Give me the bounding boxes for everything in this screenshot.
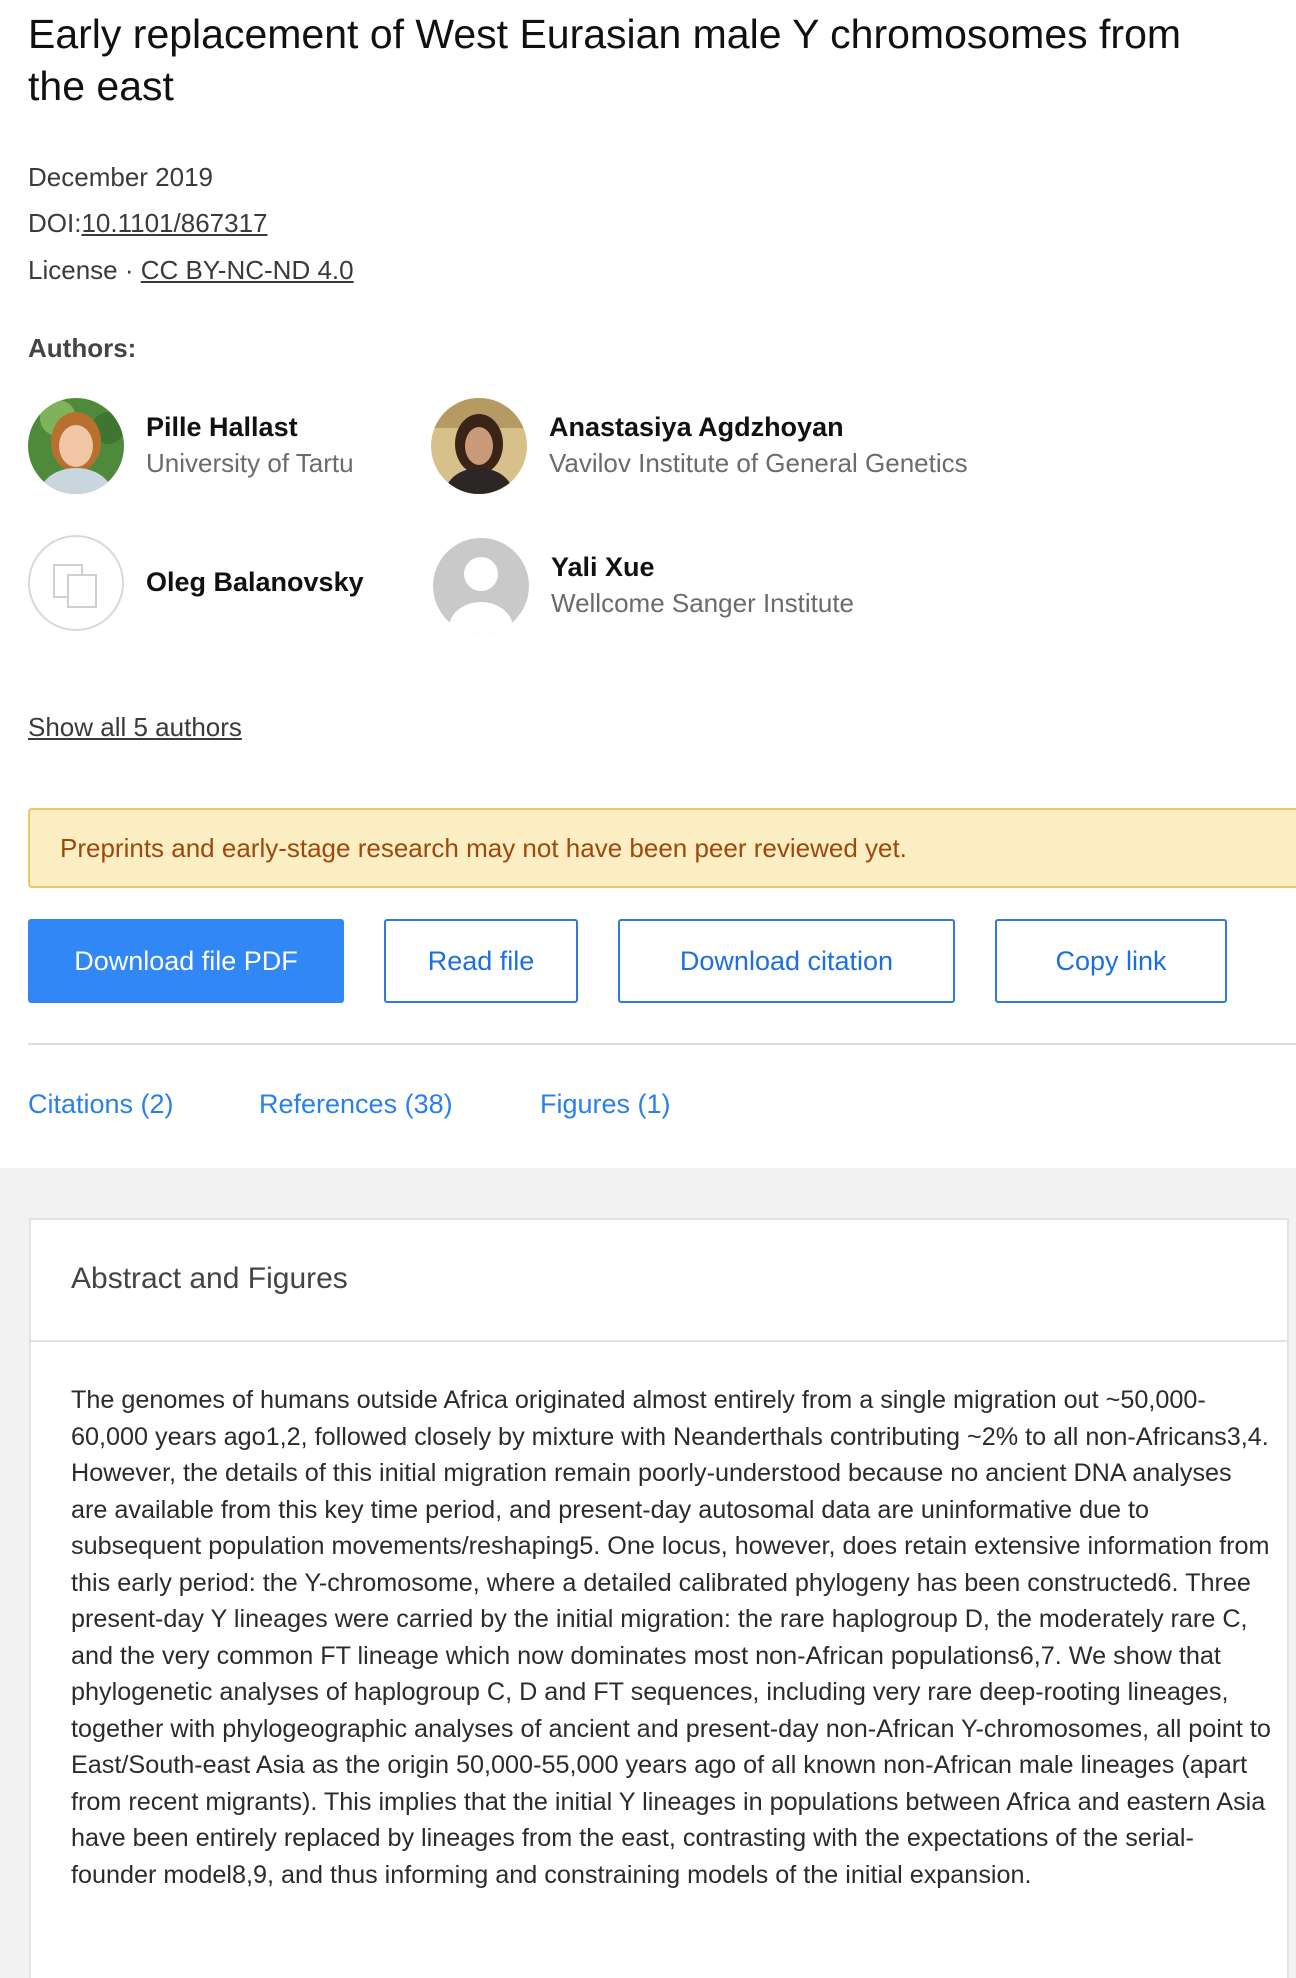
doi-line (28, 206, 268, 240)
section-divider (28, 1043, 1296, 1045)
license-line (28, 253, 354, 287)
document-placeholder-icon (28, 535, 124, 631)
author-name: Pille Hallast (146, 412, 298, 442)
abstract-text: The genomes of humans outside Africa originated almost entirely from a single migration out ~50,000-60,000 years ago1,2, followed closely by mixture with Neanderthals contributing ~2% to all non-Africans3,4. However, the details of this initial migration remain poorly-understood because no ancient DNA analyses are available from this key time period, and present-day autosomal data are uninformative due to subsequent population movements/reshaping5. One locus, however, does retain extensive information from this early period: the Y-chromosome, where a detailed calibrated phylogeny has been constructed6. Three present-day Y lineages were carried by the initial migration: the rare haplogroup D, the moderately rare C, and the very common FT lineage which now dominates most non-African populations6,7. We show that phylogenetic analyses of haplogroup C, D and FT sequences, including very rare deep-rooting lineages, together with phylogeographic analyses of ancient and present-day non-African Y-chromosomes, all point to East/South-east Asia as the origin 50,000-55,000 years ago of all known non-African male lineages (apart from recent migrants). This implies that the initial Y lineages in populations between Africa and eastern Asia have been entirely replaced by lineages from the east, contrasting with the expectations of the serial-founder model8,9, and thus informing and constraining models of the initial expansion. (71, 1386, 1271, 1889)
copy-link-button[interactable]: Copy link (995, 919, 1227, 1003)
read-file-button[interactable]: Read file (384, 919, 578, 1003)
tab-figures[interactable]: Figures (1) (540, 1089, 671, 1119)
author-affiliation: University of Tartu (146, 448, 354, 478)
author-avatar (431, 398, 527, 494)
person-silhouette-icon (433, 538, 529, 634)
author-name: Anastasiya Agdzhoyan (549, 412, 844, 442)
author-name: Oleg Balanovsky (146, 567, 364, 597)
publication-date: December 2019 (28, 162, 213, 192)
author-card[interactable] (433, 538, 933, 638)
abstract-divider (31, 1340, 1287, 1342)
doi-label: DOI: (28, 208, 82, 238)
author-card[interactable] (431, 398, 1031, 498)
article-title: Early replacement of West Eurasian male Y chromosomes from the east (28, 11, 1182, 109)
author-card[interactable] (28, 535, 388, 635)
abstract-card (29, 1218, 1289, 1978)
author-name: Yali Xue (551, 552, 655, 582)
authors-heading: Authors: (28, 333, 137, 363)
author-photo-icon (431, 398, 527, 494)
download-citation-button[interactable]: Download citation (618, 919, 955, 1003)
author-affiliation: Vavilov Institute of General Genetics (549, 448, 968, 478)
abstract-heading: Abstract and Figures (71, 1262, 348, 1295)
author-card[interactable] (28, 398, 388, 498)
tab-references[interactable]: References (38) (259, 1089, 453, 1119)
tab-citations[interactable]: Citations (2) (28, 1089, 174, 1119)
peer-review-notice (28, 808, 1296, 888)
author-avatar (28, 398, 124, 494)
download-pdf-button[interactable]: Download file PDF (28, 919, 344, 1003)
peer-review-notice-text: Preprints and early-stage research may not have been peer reviewed yet. (60, 833, 907, 863)
author-photo-icon (28, 398, 124, 494)
author-affiliation: Wellcome Sanger Institute (551, 588, 854, 618)
license-label: License · (28, 255, 141, 285)
show-all-authors-link[interactable]: Show all 5 authors (28, 712, 242, 742)
license-link[interactable]: CC BY-NC-ND 4.0 (140, 255, 354, 285)
doi-link[interactable]: 10.1101/867317 (81, 208, 268, 238)
